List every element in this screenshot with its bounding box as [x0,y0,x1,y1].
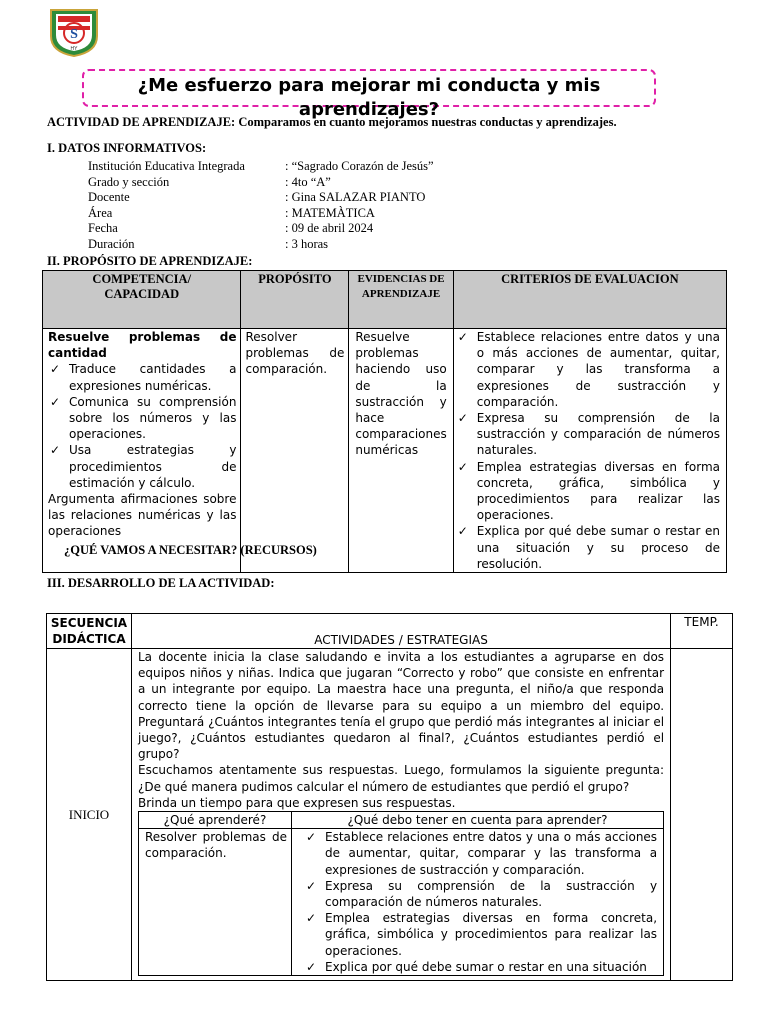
header-criteria: CRITERIOS DE EVALUACION [453,271,726,329]
capacity-list [48,361,236,491]
info-row [88,190,434,206]
activity-label: ACTIVIDAD DE APRENDIZAJE: [47,115,236,129]
info-label: Fecha [88,221,118,236]
inner-criteria-list [304,829,657,975]
criteria-list [456,329,720,572]
info-label: Grado y sección [88,174,170,189]
list-item: ✓ Usa estrategias y procedimientos de estimación y cálculo. [48,442,236,491]
header-evidence: EVIDENCIAS DE APRENDIZAJE [349,271,453,329]
info-value: : MATEMÀTICA [285,205,375,220]
list-item: ✓ Expresa su comprensión de la sustracción y comparación de números naturales. [456,410,720,459]
info-value: : 4to “A” [285,174,331,189]
info-row [88,159,434,175]
paragraph: La docente inicia la clase saludando e invita a los estudiantes a agruparse en dos equipos niños y niñas. Indica que jugaran “Correcto y robo” que consiste en enfrentar a un integrante por equipo. La maestra hace una pregunta, el niño/a que responda correcto tiene la opción de llevarse para su equipo a un miembro del equipo. Preguntará ¿Cuántos integrantes tenía el grupo que perdió más integrantes al iniciar el juego?, ¿Cuántos estudiantes quedaron al final?, ¿Cuántos estudiantes perdió el grupo? [137,650,665,762]
info-label: Área [88,205,113,220]
inner-header-consider: ¿Qué debo tener en cuenta para aprender? [291,812,663,829]
info-value: : Gina SALAZAR PIANTO [285,190,426,205]
info-value: : 3 horas [285,236,329,251]
header-activities: ACTIVIDADES / ESTRATEGIAS [131,614,670,649]
activity-line [47,115,617,130]
paragraph: Escuchamos atentamente sus respuestas. Luego, formulamos la siguiente pregunta: ¿De qué manera pudimos calcular el número de estudiantes que perdió el grupo? [137,763,665,794]
list-item: ✓ Explica por qué debe sumar o restar en una situación y su proceso de resolución. [456,523,720,572]
info-row [88,237,434,253]
info-value: : “Sagrado Corazón de Jesús” [285,159,434,173]
list-item: ✓ Expresa su comprensión de la sustracción y comparación de números naturales. [304,878,657,910]
evidence-cell: Resuelve problemas haciendo uso de la sustracción y hace comparaciones numéricas [349,329,453,573]
inner-header-learn: ¿Qué aprenderé? [138,812,291,829]
school-crest-logo [47,6,101,58]
section-heading-development: III. DESARROLLO DE LA ACTIVIDAD: [47,576,275,590]
header-sequence: SECUENCIA DIDÁCTICA [47,614,132,649]
inner-goals-table [138,811,664,976]
list-item: ✓ Emplea estrategias diversas en forma concreta, gráfica, simbólica y procedimientos para realizar las operaciones. [304,910,657,959]
info-row [88,175,434,191]
header-temp: TEMP. [671,614,733,649]
list-item: ✓ Establece relaciones entre datos y una o más acciones de aumentar, quitar, comparar y las transforma a expresiones de sustracción y comparación. [304,829,657,878]
temp-cell [671,649,733,981]
list-item: ✓ Comunica su comprensión sobre los números y las operaciones. [48,394,236,443]
info-label: Docente [88,190,130,205]
activity-text: Comparamos en cuanto mejoramos nuestras conductas y aprendizajes. [238,115,617,129]
competence-cell [43,329,241,573]
info-row [88,221,434,237]
list-item: ✓ Establece relaciones entre datos y una o más acciones de aumentar, quitar, comparar y las transforma a expresiones de sustracción y comparación. [456,329,720,410]
development-table [46,613,733,981]
svg-text:HY: HY [70,46,78,52]
list-item: ✓ Emplea estrategias diversas en forma concreta, gráfica, simbólica y procedimientos para realizar las operaciones. [456,459,720,524]
list-item: ✓ Explica por qué debe sumar o restar en una situación [304,959,657,975]
info-list [88,159,434,253]
capacity-extra: Argumenta afirmaciones sobre las relaciones numéricas y las operaciones [48,492,237,539]
svg-text:S: S [70,27,78,42]
header-competence: COMPETENCIA/ CAPACIDAD [43,271,241,329]
info-label: Duración [88,236,135,251]
section-heading-info: I. DATOS INFORMATIVOS: [47,141,207,155]
list-item: ✓ Traduce cantidades a expresiones numéricas. [48,361,236,393]
page-title: ¿Me esfuerzo para mejorar mi conducta y mis aprendizajes? [137,75,601,120]
purpose-cell: Resolver problemas de comparación. [241,329,349,573]
info-label: Institución Educativa Integrada [88,159,245,173]
purpose-table [42,270,727,573]
section-heading-purpose: II. PROPÓSITO DE APRENDIZAJE: [47,254,253,268]
inner-learn-cell: Resolver problemas de comparación. [138,829,291,976]
header-purpose: PROPÓSITO [241,271,349,329]
inner-criteria-cell [291,829,663,976]
info-value: : 09 de abril 2024 [285,221,374,236]
info-row [88,206,434,222]
activities-cell [131,649,670,981]
phase-cell: INICIO [47,649,132,981]
competence-title: Resuelve problemas de cantidad [48,330,237,361]
paragraph: Brinda un tiempo para que expresen sus respuestas. [137,795,456,810]
title-box [82,69,656,120]
criteria-cell [453,329,726,573]
resources-heading: ¿QUÉ VAMOS A NECESITAR? (RECURSOS) [64,543,317,557]
